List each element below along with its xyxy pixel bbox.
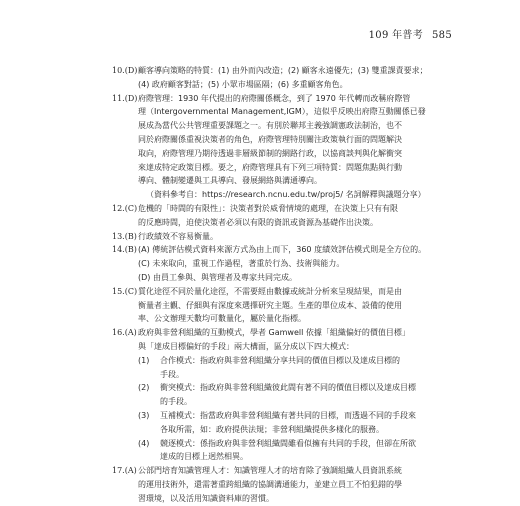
page-header — [360, 26, 452, 41]
mode-line: 衝突模式：指政府與非營利組織彼此間有著不同的價值目標以及達成目標 — [160, 383, 416, 393]
answer-explanation — [138, 64, 464, 92]
explanation-line: 同於府際關係重視決策者的角色，府際管理特別關注政策執行面的問題解決 — [138, 134, 402, 144]
explanation-line: 的運用技術外，還需著重跨組織的協調溝通能力，並建立員工不怕犯錯的學 — [138, 479, 402, 489]
answer-number: 16.(A) — [112, 328, 137, 338]
answer-explanation — [138, 464, 464, 505]
mode-text — [160, 409, 464, 437]
mode-line: 各取所需，如：政府提供法規；非營利組織提供多樣化的服務。 — [160, 424, 384, 434]
explanation-line: (C) 未來取向，重視工作過程，著重於行為、技術與能力。 — [138, 259, 345, 269]
mode-number: (1) — [138, 355, 150, 365]
explanation-line: 顧客導向策略的特質：(1) 由外而內改造；(2) 顧客永遠優先；(3) 雙重課責要求； — [138, 66, 428, 75]
answer-explanation — [138, 202, 464, 230]
answer-item — [112, 243, 464, 284]
mode-line: 合作模式：指政府與非營利組織分享共同的價值目標以及達成目標的 — [160, 355, 400, 365]
mode-text — [160, 381, 464, 409]
answer-explanation — [138, 230, 464, 244]
mode-text — [160, 437, 464, 465]
answer-number: 11.(D) — [112, 93, 138, 103]
answer-number: 10.(D) — [112, 66, 138, 75]
answer-number: 12.(C) — [112, 203, 138, 213]
answer-item — [112, 230, 464, 244]
reference-note: （資料參考自：https://research.ncnu.edu.tw/proj5/ 名詞解釋與議題分享） — [146, 190, 426, 200]
mode-line: 達成的目標上迥然相異。 — [160, 452, 248, 462]
mode-number: (3) — [138, 410, 150, 420]
explanation-line: 危機的「時間的有限性」：決策者對於威脅情境的處理，在決策上只有有限 — [138, 203, 398, 213]
explanation-line: 率、公文辦理天數均可數量化，屬於量化指標。 — [138, 314, 306, 324]
answer-number: 17.(A) — [112, 466, 137, 476]
explanation-line: 行政績效不容易衡量。 — [138, 231, 218, 241]
mode-item — [138, 381, 464, 409]
mode-text — [160, 354, 464, 382]
mode-line: 競逐模式：係指政府與非營利組織間雖看似擁有共同的手段，但卻在所欲 — [160, 438, 416, 448]
mode-number: (2) — [138, 383, 150, 393]
explanation-line: 來達成特定政策目標。要之，府際管理具有下列三項特質：問題焦點與行動 — [138, 162, 402, 172]
mode-item — [138, 409, 464, 437]
mode-line: 互補模式：指當政府與非營利組織有著共同的目標，而透過不同的手段來 — [160, 410, 416, 420]
explanation-line: (D) 由員工參與、與管理者及專家共同完成。 — [138, 272, 297, 282]
explanation-line: 質化途徑不同於量化途徑，不需要經由數據或統計分析來呈現結果，而是由 — [138, 286, 402, 296]
answer-number: 14.(B) — [112, 245, 137, 255]
page-number: 585 — [432, 30, 452, 41]
answer-item — [112, 202, 464, 230]
explanation-line: 的反應時間，迫使決策者必須以有限的資訊或資源為基礎作出決策。 — [138, 217, 378, 227]
explanation-line: 府際管理：1930 年代提出的府際關係概念，到了 1970 年代轉而改稱府際管 — [138, 93, 411, 103]
answer-number: 13.(B) — [112, 231, 137, 241]
answer-explanation — [138, 326, 464, 464]
explanation-line: 習環境，以及活用知識資料庫的習慣。 — [138, 493, 274, 503]
explanation-line: 與「達成目標偏好的手段」兩大構面，區分成以下四大模式： — [138, 341, 354, 351]
mode-number: (4) — [138, 438, 150, 448]
mode-line: 的手段。 — [160, 397, 192, 407]
mode-line: 手段。 — [160, 369, 184, 379]
answer-list — [112, 64, 464, 506]
mode-item — [138, 437, 464, 465]
answer-explanation — [138, 92, 464, 202]
answer-item — [112, 64, 464, 92]
explanation-line: 理（Intergovernmental Management,IGM），這似乎反映出府際互動關係已發 — [138, 107, 426, 117]
explanation-line: 取向，府際管理乃期待透過非層級節制的網路行政，以協商談判與化解衝突 — [138, 148, 402, 158]
explanation-line: 展成為當代公共管理重要課題之一。有別於聯邦主義強調憲政法制治，也不 — [138, 121, 402, 131]
explanation-line: 政府與非營利組織的互動模式，學者 Gamwell 依據「組織偏好的價值目標」 — [138, 328, 410, 338]
exam-year-label: 109 年普考 — [368, 30, 423, 41]
answer-number: 15.(C) — [112, 286, 138, 296]
explanation-line: 公部門培育知識管理人才：知識管理人才的培育除了強調組織人員資訊系統 — [138, 466, 402, 476]
explanation-line: (4) 政府顧客對話；(5) 小眾市場區隔；(6) 多重顧客角色。 — [138, 79, 348, 89]
explanation-line: 導向、體制變遷與工具導向、發展網絡與溝通導向。 — [138, 176, 322, 186]
explanation-line: 衡量者主觀、仔細與有深度來選擇研究主題。生產的單位成本、設備的使用 — [138, 300, 402, 310]
answer-explanation — [138, 285, 464, 326]
answer-item — [112, 285, 464, 326]
answer-explanation — [138, 243, 464, 284]
explanation-line: (A) 傳統評估模式資料來源方式為由上而下，360 度績效評估模式則是全方位的。 — [138, 245, 427, 255]
answer-item — [112, 92, 464, 202]
mode-item — [138, 354, 464, 382]
answer-item — [112, 464, 464, 505]
answer-item — [112, 326, 464, 464]
